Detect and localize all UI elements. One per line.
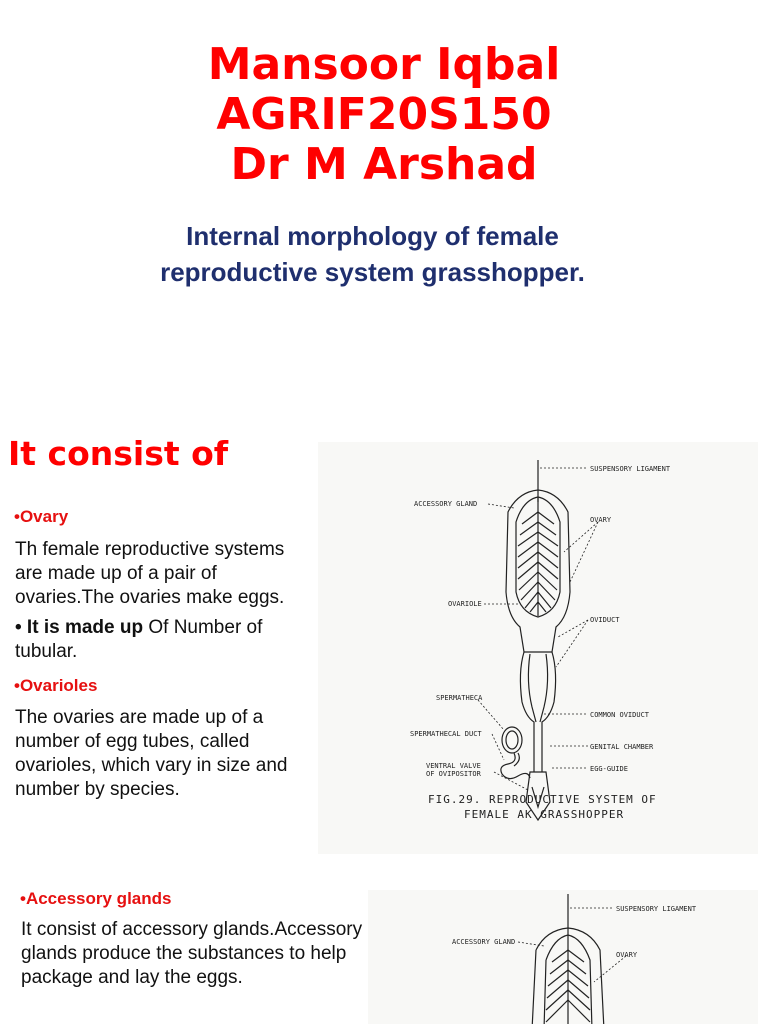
label-ovary: OVARY: [590, 516, 612, 524]
reproductive-system-drawing: [318, 442, 758, 854]
label-suspensory-ligament-2: SUSPENSORY LIGAMENT: [616, 905, 697, 913]
label-spermathecal-duct: SPERMATHECAL DUCT: [410, 730, 482, 738]
author-name: Mansoor Iqbal: [207, 39, 561, 90]
accessory-gland-figure: [368, 890, 758, 1024]
reproductive-system-figure: [318, 442, 758, 854]
figure-caption-line1: FIG.29. REPRODUCTIVE SYSTEM OF: [428, 793, 657, 806]
label-genital-chamber: GENITAL CHAMBER: [590, 743, 654, 751]
accessory-bullet: •Accessory glands: [20, 889, 172, 908]
label-spermatheca: SPERMATHECA: [436, 694, 483, 702]
label-accessory-gland: ACCESSORY GLAND: [414, 500, 478, 508]
ovarioles-bullet: •Ovarioles: [14, 676, 98, 695]
accessory-gland-drawing: [368, 890, 758, 1024]
label-of-ovipositor: OF OVIPOSITOR: [426, 770, 481, 778]
title-slide: [0, 0, 768, 410]
label-accessory-gland-2: ACCESSORY GLAND: [452, 938, 516, 946]
content-slide-accessory: [0, 860, 768, 1024]
made-up-paragraph: [15, 616, 310, 664]
ovary-description: Th female reproductive systems are made up of a pair of ovaries.The ovaries make eggs.: [15, 539, 285, 608]
figure-caption-line2: FEMALE AK GRASSHOPPER: [464, 808, 625, 821]
registration-number: AGRIF20S150: [216, 89, 552, 140]
supervisor-name: Dr M Arshad: [230, 139, 538, 190]
made-up-bold: • It is made up: [15, 617, 144, 638]
slide-subtitle: Internal morphology of female reproductive system grasshopper.: [160, 221, 585, 287]
accessory-description: It consist of accessory glands.Accessory glands produce the substances to help package and lay the eggs.: [21, 919, 363, 988]
label-suspensory-ligament: SUSPENSORY LIGAMENT: [590, 465, 671, 473]
made-up-rest: Of Number of tubular.: [15, 617, 263, 662]
label-ovary-2: OVARY: [616, 951, 638, 959]
ovarioles-description: The ovaries are made up of a number of egg tubes, called ovarioles, which vary in size and number by species.: [15, 707, 288, 800]
label-egg-guide: EGG-GUIDE: [590, 765, 628, 773]
label-oviduct: OVIDUCT: [590, 616, 620, 624]
label-common-oviduct: COMMON OVIDUCT: [590, 711, 650, 719]
section-heading: It consist of: [8, 434, 229, 473]
content-slide-ovary: [0, 410, 768, 860]
label-ventral-valve: VENTRAL VALVE: [426, 762, 481, 770]
title-block: [0, 40, 768, 190]
ovary-bullet: •Ovary: [14, 507, 69, 526]
label-ovariole: OVARIOLE: [448, 600, 482, 608]
